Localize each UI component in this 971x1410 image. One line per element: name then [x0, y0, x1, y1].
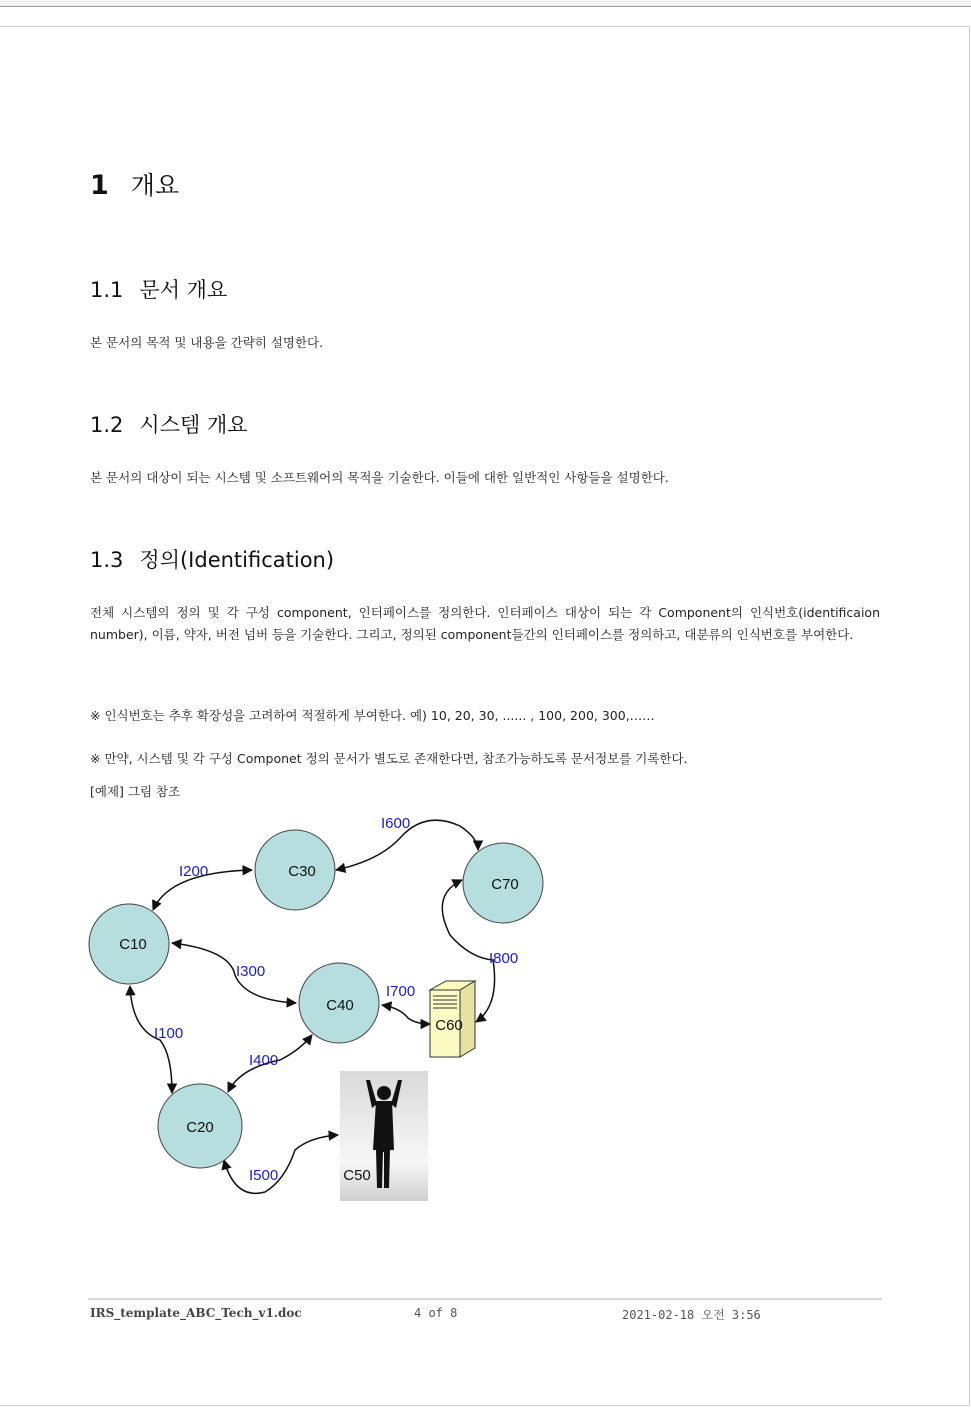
node-c60-label: C60	[435, 1017, 463, 1034]
node-c20	[158, 1084, 242, 1168]
node-c40	[299, 963, 379, 1043]
heading-title: 정의(Identification)	[139, 548, 335, 572]
heading-number: 1.2	[90, 413, 124, 437]
node-c10	[89, 904, 169, 984]
label-i200: I200	[179, 863, 209, 880]
node-c10-label: C10	[119, 936, 147, 953]
node-c70-label: C70	[491, 876, 519, 893]
section-1-1-text: 본 문서의 목적 및 내용을 간략히 설명한다.	[90, 335, 324, 350]
label-i400: I400	[249, 1052, 279, 1069]
node-c50-label: C50	[343, 1167, 371, 1184]
heading-number: 1.1	[90, 278, 124, 302]
label-i700: I700	[386, 983, 416, 1000]
section-1-2-text: 본 문서의 대상이 되는 시스템 및 소프트웨어의 목적을 기술한다. 이들에 대한 일반적인 사항들을 설명한다.	[90, 470, 669, 485]
node-c30-label: C30	[288, 863, 316, 880]
footer-divider	[88, 1298, 882, 1300]
label-i600: I600	[381, 815, 411, 832]
node-c30	[255, 830, 335, 910]
heading-title: 문서 개요	[139, 278, 228, 302]
footer-page-number: 4 of 8	[414, 1306, 458, 1320]
label-i500: I500	[249, 1167, 279, 1184]
footer-filename: IRS_template_ABC_Tech_v1.doc	[90, 1306, 302, 1320]
node-c70	[463, 843, 543, 923]
heading-1-title: 개요	[130, 171, 180, 200]
footer-date: 2021-02-18 오전 3:56	[622, 1308, 761, 1322]
section-1-3-text: 전체 시스템의 정의 및 각 구성 component, 인터페이스를 정의한다. 인터페이스 대상이 되는 각 Component의 인식번호(identificaion number), 이름, 약자, 버전 넘버 등을 기술한다. 그리고, 정의된 component들간의 인터페이스를 정의하고, 대분류의 인식번호를 부여한다.	[90, 605, 880, 642]
example-caption: [예제] 그림 참조	[90, 784, 181, 799]
label-i300: I300	[236, 963, 266, 980]
connector-i500	[224, 1135, 338, 1193]
heading-1-number: 1	[90, 170, 109, 201]
note-component-docs: ※ 만약, 시스템 및 각 구성 Componet 정의 문서가 별도로 존재한다면, 참조가능하도록 문서정보를 기록한다.	[90, 751, 688, 766]
node-c40-label: C40	[326, 997, 354, 1014]
heading-title: 시스템 개요	[139, 413, 248, 437]
label-i100: I100	[154, 1025, 184, 1042]
connector-i300	[172, 943, 296, 1003]
node-c20-label: C20	[186, 1119, 214, 1136]
label-i800: I800	[489, 950, 519, 967]
heading-number: 1.3	[90, 548, 124, 572]
connector-i700	[382, 1005, 430, 1024]
note-id-numbering: ※ 인식번호는 추후 확장성을 고려하여 적절하게 부여한다. 예) 10, 20, 30, ...... , 100, 200, 300,……	[90, 708, 655, 723]
